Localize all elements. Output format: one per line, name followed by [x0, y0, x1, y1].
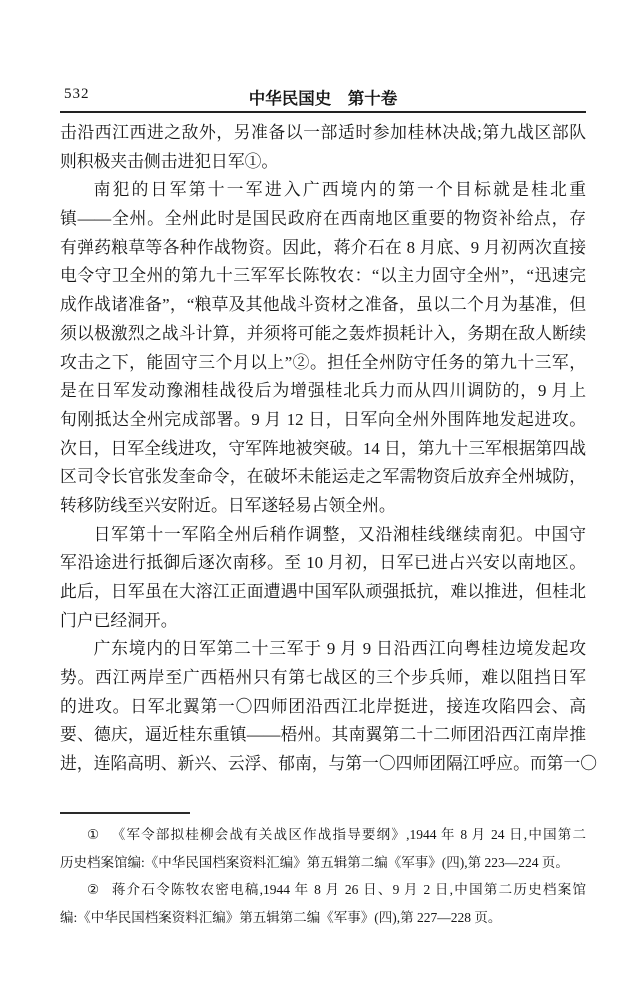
body-text — [60, 119, 598, 779]
paragraph — [60, 521, 586, 636]
text-line: 镇——全州。全州此时是国民政府在西南地区重要的物资补给点，存 — [60, 209, 586, 229]
running-title: 中华民国史 第十卷 — [248, 90, 398, 108]
footnote-marker: ② — [87, 882, 101, 898]
text-line: 则积极夹击侧击进犯日军①。 — [60, 151, 279, 171]
text-line: 进，连陷高明、新兴、云浮、郁南，与第一〇四师团隔江呼应。而第一〇 — [60, 754, 598, 774]
page-header — [60, 85, 586, 108]
footnote-separator — [60, 812, 190, 814]
paragraph — [60, 176, 586, 520]
footnote-line: 编:《中华民国档案资料汇编》第五辑第二编《军事》(四),第 227—228 页。 — [60, 910, 502, 926]
text-line: 电令守卫全州的第九十三军军长陈牧农：“以主力固守全州”，“迅速完 — [60, 266, 586, 286]
text-line: 须以极激烈之战斗计算，并须将可能之轰炸损耗计入，务期在敌人断续 — [60, 323, 586, 343]
text-line: 南犯的日军第十一军进入广西境内的第一个目标就是桂北重 — [93, 180, 586, 200]
text-line: 的进攻。日军北翼第一〇四师团沿西江北岸挺进，接连攻陷四会、高 — [60, 696, 586, 716]
footnote — [60, 821, 586, 876]
text-line: 要、德庆，逼近桂东重镇——梧州。其南翼第二十二师团沿西江南岸推 — [60, 725, 586, 745]
footnote-line — [60, 876, 586, 904]
footnotes — [60, 821, 586, 932]
footnote-marker: ① — [87, 827, 101, 842]
header-rule — [60, 111, 586, 113]
footnote-line: 历史档案馆编:《中华民国档案资料汇编》第五辑第二编《军事》(四),第 223—224 页。 — [60, 854, 569, 870]
text-line: 攻击之下，能固守三个月以上”②。担任全州防守任务的第九十三军， — [60, 352, 586, 372]
text-line: 成作战诸准备”，“粮草及其他战斗资材之准备，虽以二个月为基准，但 — [60, 295, 586, 315]
text-line: 广东境内的日军第二十三军于 9 月 9 日沿西江向粤桂边境发起攻 — [93, 639, 586, 659]
paragraph — [60, 635, 598, 778]
text-line: 旬刚抵达全州完成部署。9 月 12 日，日军向全州外围阵地发起进攻。 — [60, 409, 586, 429]
text-line: 门户已经洞开。 — [60, 610, 178, 630]
text-line: 势。西江两岸至广西梧州只有第七战区的三个步兵师，难以阻挡日军 — [60, 668, 586, 688]
text-line: 此后，日军虽在大溶江正面遭遇中国军队顽强抵抗，难以推进，但桂北 — [60, 582, 586, 601]
page-number: 532 — [64, 86, 90, 102]
footnote-text: 蒋介石令陈牧农密电稿,1944 年 8 月 26 日、9 月 2 日,中国第二历史档案馆 — [111, 882, 587, 898]
text-line: 有弹药粮草等各种作战物资。因此，蒋介石在 8 月底、9 月初两次直接 — [60, 237, 586, 257]
text-line: 击沿西江西进之敌外，另准备以一部适时参加桂林决战;第九战区部队 — [60, 123, 586, 142]
text-line: 转移防线至兴安附近。日军遂轻易占领全州。 — [60, 495, 396, 515]
text-line: 军沿途进行抵御后逐次南移。至 10 月初，日军已进占兴安以南地区。 — [60, 553, 586, 573]
paragraph — [60, 119, 586, 176]
footnote-line — [60, 821, 586, 849]
text-line: 次日，日军全线进攻，守军阵地被突破。14 日，第九十三军根据第四战 — [60, 438, 586, 458]
footnote — [60, 876, 586, 931]
footnote-text: 《军令部拟桂柳会战有关战区作战指导要纲》,1944 年 8 月 24 日,中国第二 — [111, 827, 587, 842]
text-line: 是在日军发动豫湘桂战役后为增强桂北兵力而从四川调防的，9 月上 — [60, 381, 586, 401]
text-line: 日军第十一军陷全州后稍作调整，又沿湘桂线继续南犯。中国守 — [93, 524, 586, 544]
text-line: 区司令长官张发奎命令，在破坏未能运走之军需物资后放弃全州城防， — [60, 467, 586, 487]
